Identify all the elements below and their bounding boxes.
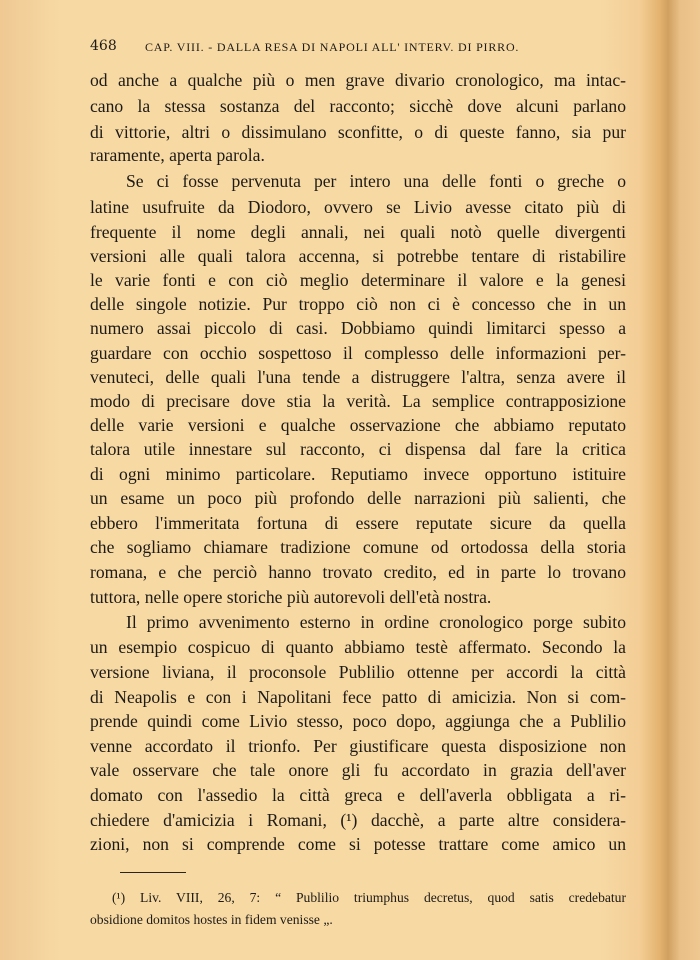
text-line: guardare con occhio sospettoso il complesso delle informazioni per-: [90, 343, 626, 363]
text-line: ebbero l'immeritata fortuna di essere reputate sicure da quella: [90, 513, 626, 533]
text-line: numero assai piccolo di casi. Dobbiamo quindi limitarci spesso a: [90, 318, 626, 338]
text-line: venuteci, delle quali l'una tende a distruggere l'altra, senza avere il: [90, 367, 626, 387]
text-line: versioni alle quali talora accenna, si potrebbe tentare di ristabilire: [90, 246, 626, 266]
text-line: talora utile innestare sul racconto, ci dispensa dal fare la critica: [90, 439, 626, 459]
text-line: che sogliamo chiamare tradizione comune od ortodossa della storia: [90, 537, 626, 557]
text-line: un esame un poco più profondo delle narrazioni più salienti, che: [90, 488, 626, 508]
text-line: domato con l'assedio la città greca e dell'averla obbligata a ri-: [90, 785, 626, 805]
text-line: versione liviana, il proconsole Publilio ottenne per accordi la città: [90, 662, 626, 682]
text-line: Se ci fosse pervenuta per intero una delle fonti o greche o: [126, 171, 626, 191]
text-line: frequente il nome degli annali, nei quali notò quelle divergenti: [90, 222, 626, 242]
text-line: romana, e che perciò hanno trovato credito, ed in parte lo trovano: [90, 562, 626, 582]
footnote-line: (¹) Liv. VIII, 26, 7: “ Publilio triumphus decretus, quod satis credebatur: [112, 890, 626, 905]
text-line: di Neapolis e con i Napolitani fece patto di amicizia. Non si com-: [90, 687, 626, 707]
text-line: prende quindi come Livio stesso, poco dopo, aggiunga che a Publilio: [90, 711, 626, 731]
text-line: od anche a qualche più o men grave divario cronologico, ma intac-: [90, 70, 626, 90]
text-line: modo di precisare dove stia la verità. La semplice contrapposizione: [90, 391, 626, 411]
footnote-line: obsidione domitos hostes in fidem venisse „.: [90, 912, 333, 927]
text-line: delle varie versioni e qualche osservazione che abbiamo reputato: [90, 415, 626, 435]
text-line: di ogni minimo particolare. Reputiamo invece opportuno istituire: [90, 464, 626, 484]
text-line: raramente, aperta parola.: [90, 145, 265, 165]
text-line: un esempio cospicuo di quanto abbiamo testè affermato. Secondo la: [90, 637, 626, 657]
page-number: 468: [90, 38, 117, 54]
running-head: CAP. VIII. - DALLA RESA DI NAPOLI ALL' INTERV. DI PIRRO.: [145, 40, 520, 54]
text-line: di vittorie, altri o dissimulano sconfitte, o di queste fanno, sia pur: [90, 122, 626, 142]
page-header: [90, 38, 630, 58]
text-line: vale osservare che tale onore gli fu accordato in grazia dell'aver: [90, 760, 626, 780]
footnote-rule: [120, 872, 186, 873]
text-line: cano la stessa sostanza del racconto; sicchè dove alcuni parlano: [90, 96, 626, 116]
text-line: chiedere d'amicizia i Romani, (¹) dacchè, a parte altre considera-: [90, 810, 626, 830]
text-line: venne accordato il trionfo. Per giustificare questa disposizione non: [90, 736, 626, 756]
text-line: tuttora, nelle opere storiche più autorevoli dell'età nostra.: [90, 587, 492, 607]
text-line: le varie fonti e con ciò meglio determinare il valore e la genesi: [90, 270, 626, 290]
text-line: delle singole notizie. Pur troppo ciò non ci è concesso che in un: [90, 294, 626, 314]
text-line: Il primo avvenimento esterno in ordine cronologico porge subito: [126, 612, 626, 632]
text-line: zioni, non si comprende come si potesse trattare come amico un: [90, 834, 626, 854]
text-line: latine usufruite da Diodoro, ovvero se Livio avesse citato più di: [90, 197, 626, 217]
